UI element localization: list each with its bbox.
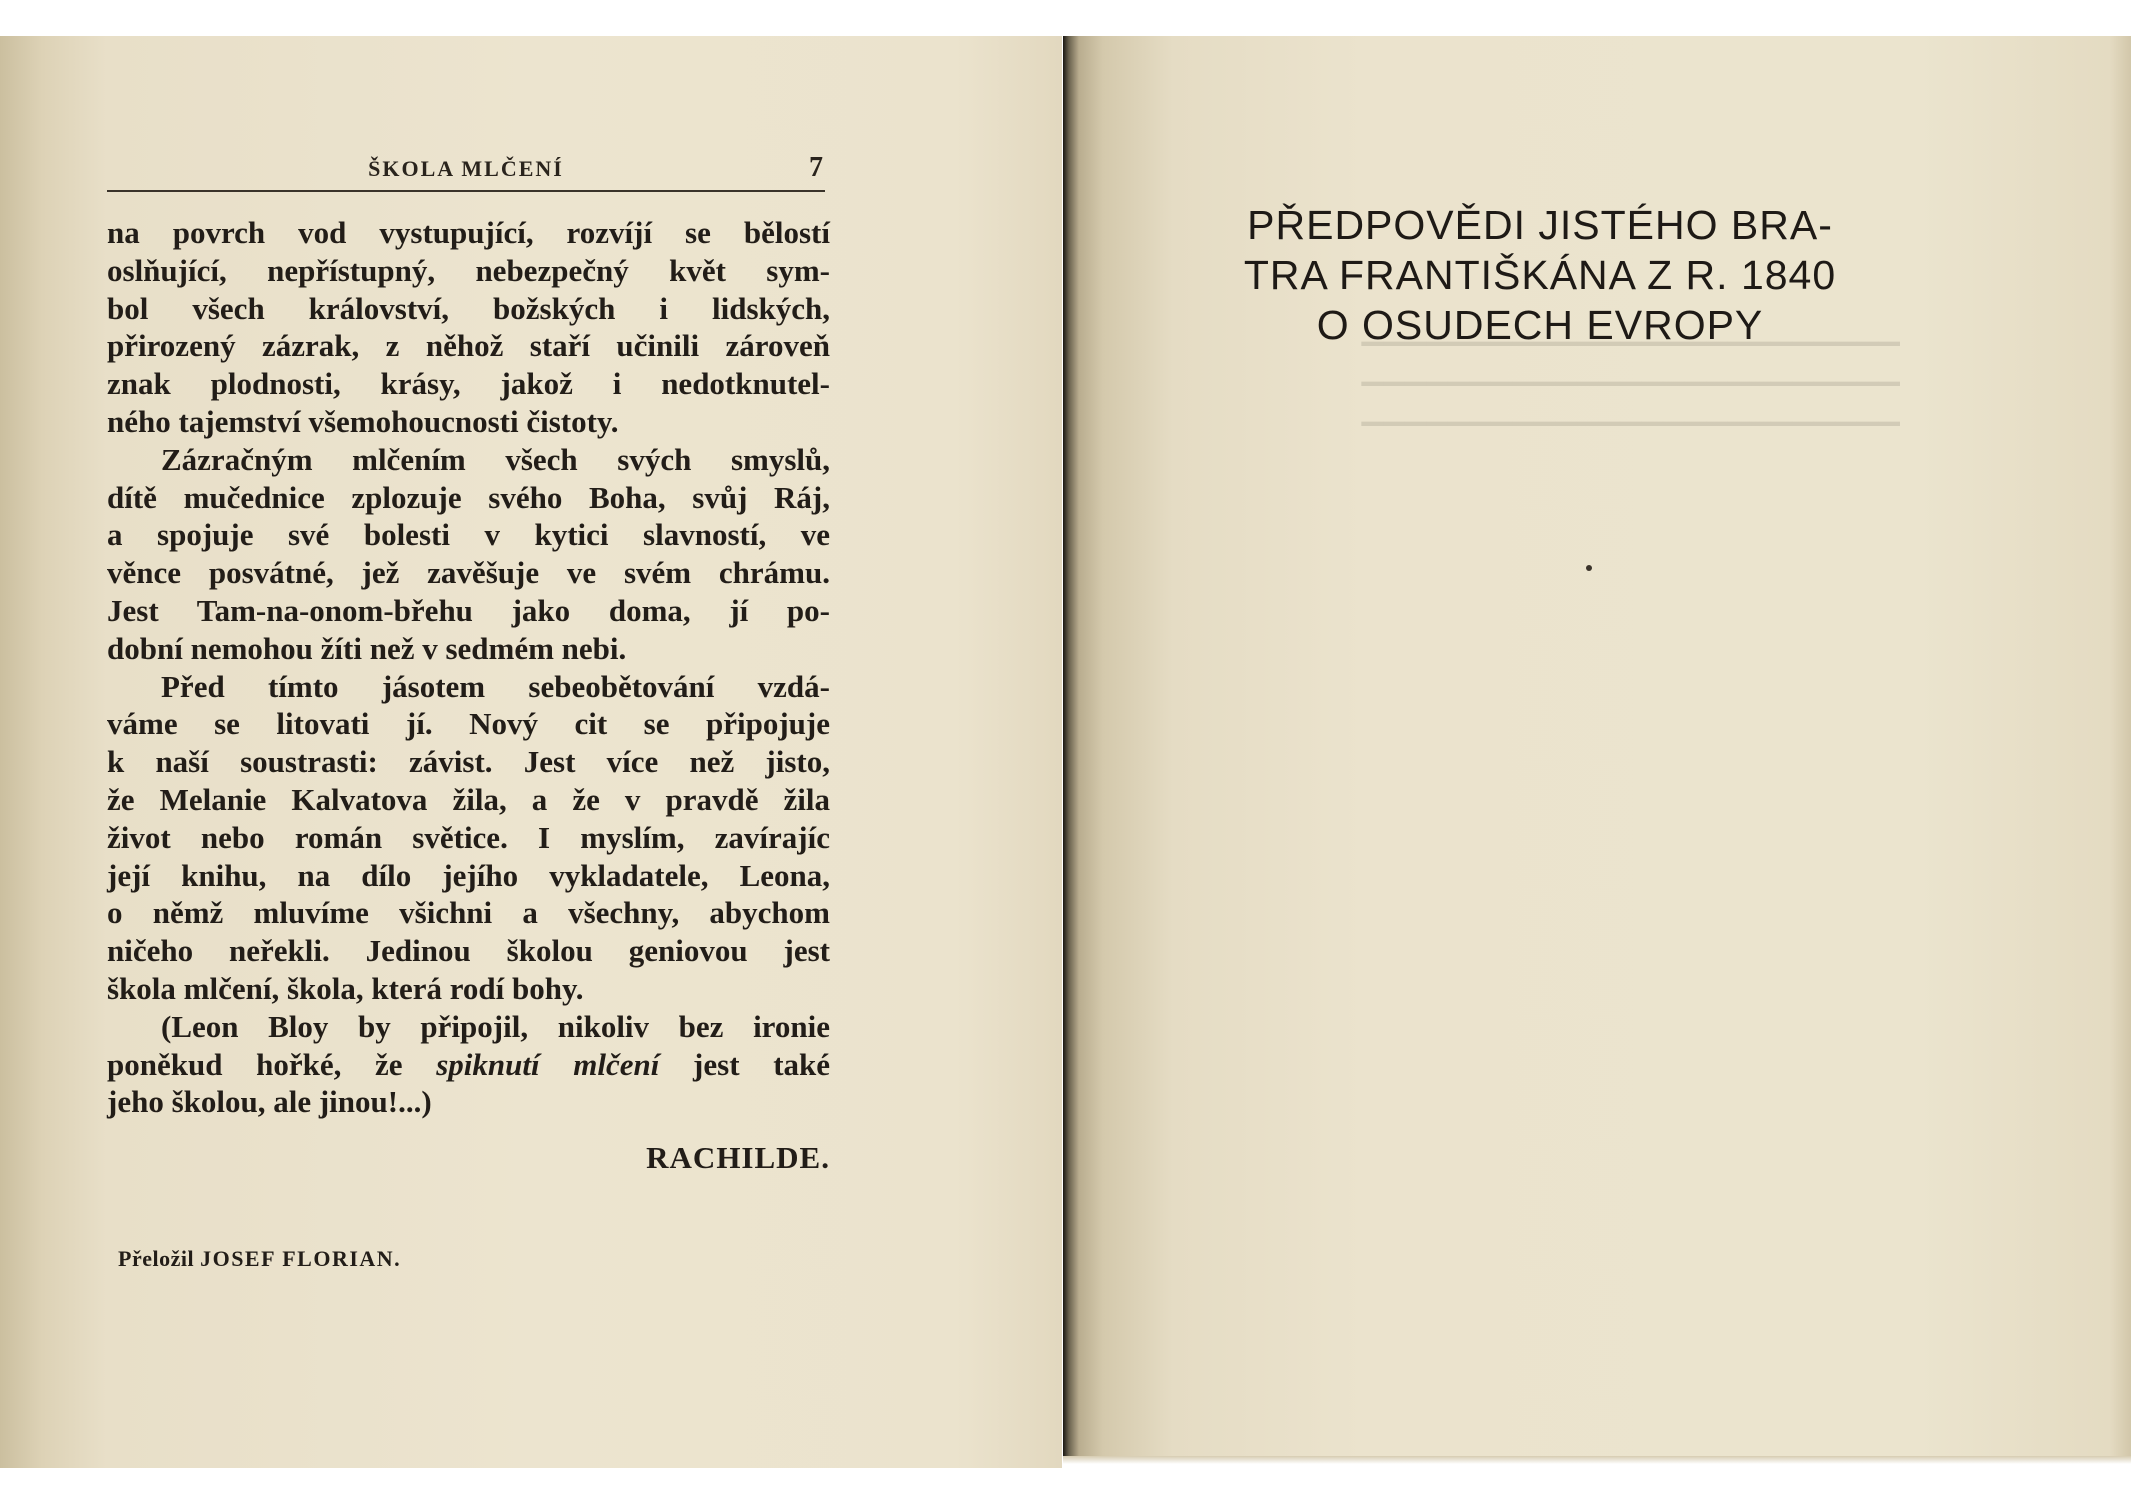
page-edge-shadow [1063,1456,2131,1464]
text-line: k naší soustrasti: závist. Jest více než jisto, [107,744,830,780]
page-number: 7 [809,152,823,183]
text-line: přirozený zázrak, z něhož staří učinili zároveň [107,328,830,364]
text-line: bol všech království, božských i lidských, [107,290,830,326]
text-line: život nebo román světice. I myslím, zavírajíc [107,819,830,855]
text-line: Jest Tam‐na‐onom‐břehu jako doma, jí po‐ [107,592,830,628]
text-fragment: jest také [659,1046,831,1082]
text-line: ničeho neřekli. Jedinou školou geniovou jest [107,933,830,969]
text-line: že Melanie Kalvatova žila, a že v pravdě žila [107,781,830,817]
bleed-line: ▔▔▔▔▔▔▔▔▔▔▔▔▔▔▔▔▔▔▔▔▔▔▔▔▔ [1361,344,1900,375]
text-line: na povrch vod vystupující, rozvíjí se bělostí [107,215,830,250]
text-fragment: poněkud hořké, že [107,1046,437,1082]
text-line: Zázračným mlčením všech svých smyslů, [161,441,830,477]
text-line: dobní nemohou žíti než v sedmém nebi. [107,630,627,666]
text-line: o němž mluvíme všichni a všechny, abychom [107,895,830,931]
italic-phrase: spiknutí mlčení [436,1046,660,1082]
text-line: škola mlčení, škola, která rodí bohy. [107,970,584,1006]
running-head [107,152,825,192]
bleed-line: ▔▔▔▔▔▔▔▔▔▔▔▔▔▔▔▔▔▔▔▔▔▔▔▔▔ [1361,424,1900,455]
text-line: ného tajemství všemohoucnosti čistoty. [107,403,619,439]
text-line: oslňující, nepřístupný, nebezpečný květ sym‐ [107,252,830,288]
text-line: znak plodnosti, krásy, jakož i nedotknutel‐ [107,366,830,402]
body-text [107,214,830,1121]
chapter-title-line: TRA FRANTIŠKÁNA Z R. 1840 [1243,252,1837,298]
chapter-title-line: PŘEDPOVĚDI JISTÉHO BRA‐ [1247,202,1833,248]
ink-speck [1586,565,1592,571]
bleed-line: ▔▔▔▔▔▔▔▔▔▔▔▔▔▔▔▔▔▔▔▔▔▔▔▔▔ [1361,384,1900,415]
text-line: a spojuje své bolesti v kytici slavností, ve [107,517,830,553]
translator-prefix: Přeložil [118,1246,201,1271]
text-line: jeho školou, ale jinou!...) [107,1084,432,1120]
text-line: dítě mučednice zplozuje svého Boha, svůj Ráj, [107,479,830,515]
translator-credit [118,1246,401,1272]
text-line-mixed [107,1046,830,1084]
text-line: Před tímto jásotem sebeobětování vzdá‐ [161,668,830,704]
text-line: váme se litovati jí. Nový cit se připojuje [107,706,830,742]
running-head-title: ŠKOLA MLČENÍ [368,156,564,181]
text-line: věnce posvátné, jež zavěšuje ve svém chrámu. [107,555,830,591]
translator-name: JOSEF FLORIAN. [200,1246,402,1271]
author-signature: RACHILDE. [646,1140,830,1175]
chapter-title [1160,200,1920,350]
text-line: (Leon Bloy by připojil, nikoliv bez ironie [161,1008,830,1044]
bleed-through-texture [1170,340,1900,460]
text-line: její knihu, na dílo jejího vykladatele, Leona, [107,857,830,893]
chapter-title-line: O OSUDECH EVROPY [1316,302,1764,348]
